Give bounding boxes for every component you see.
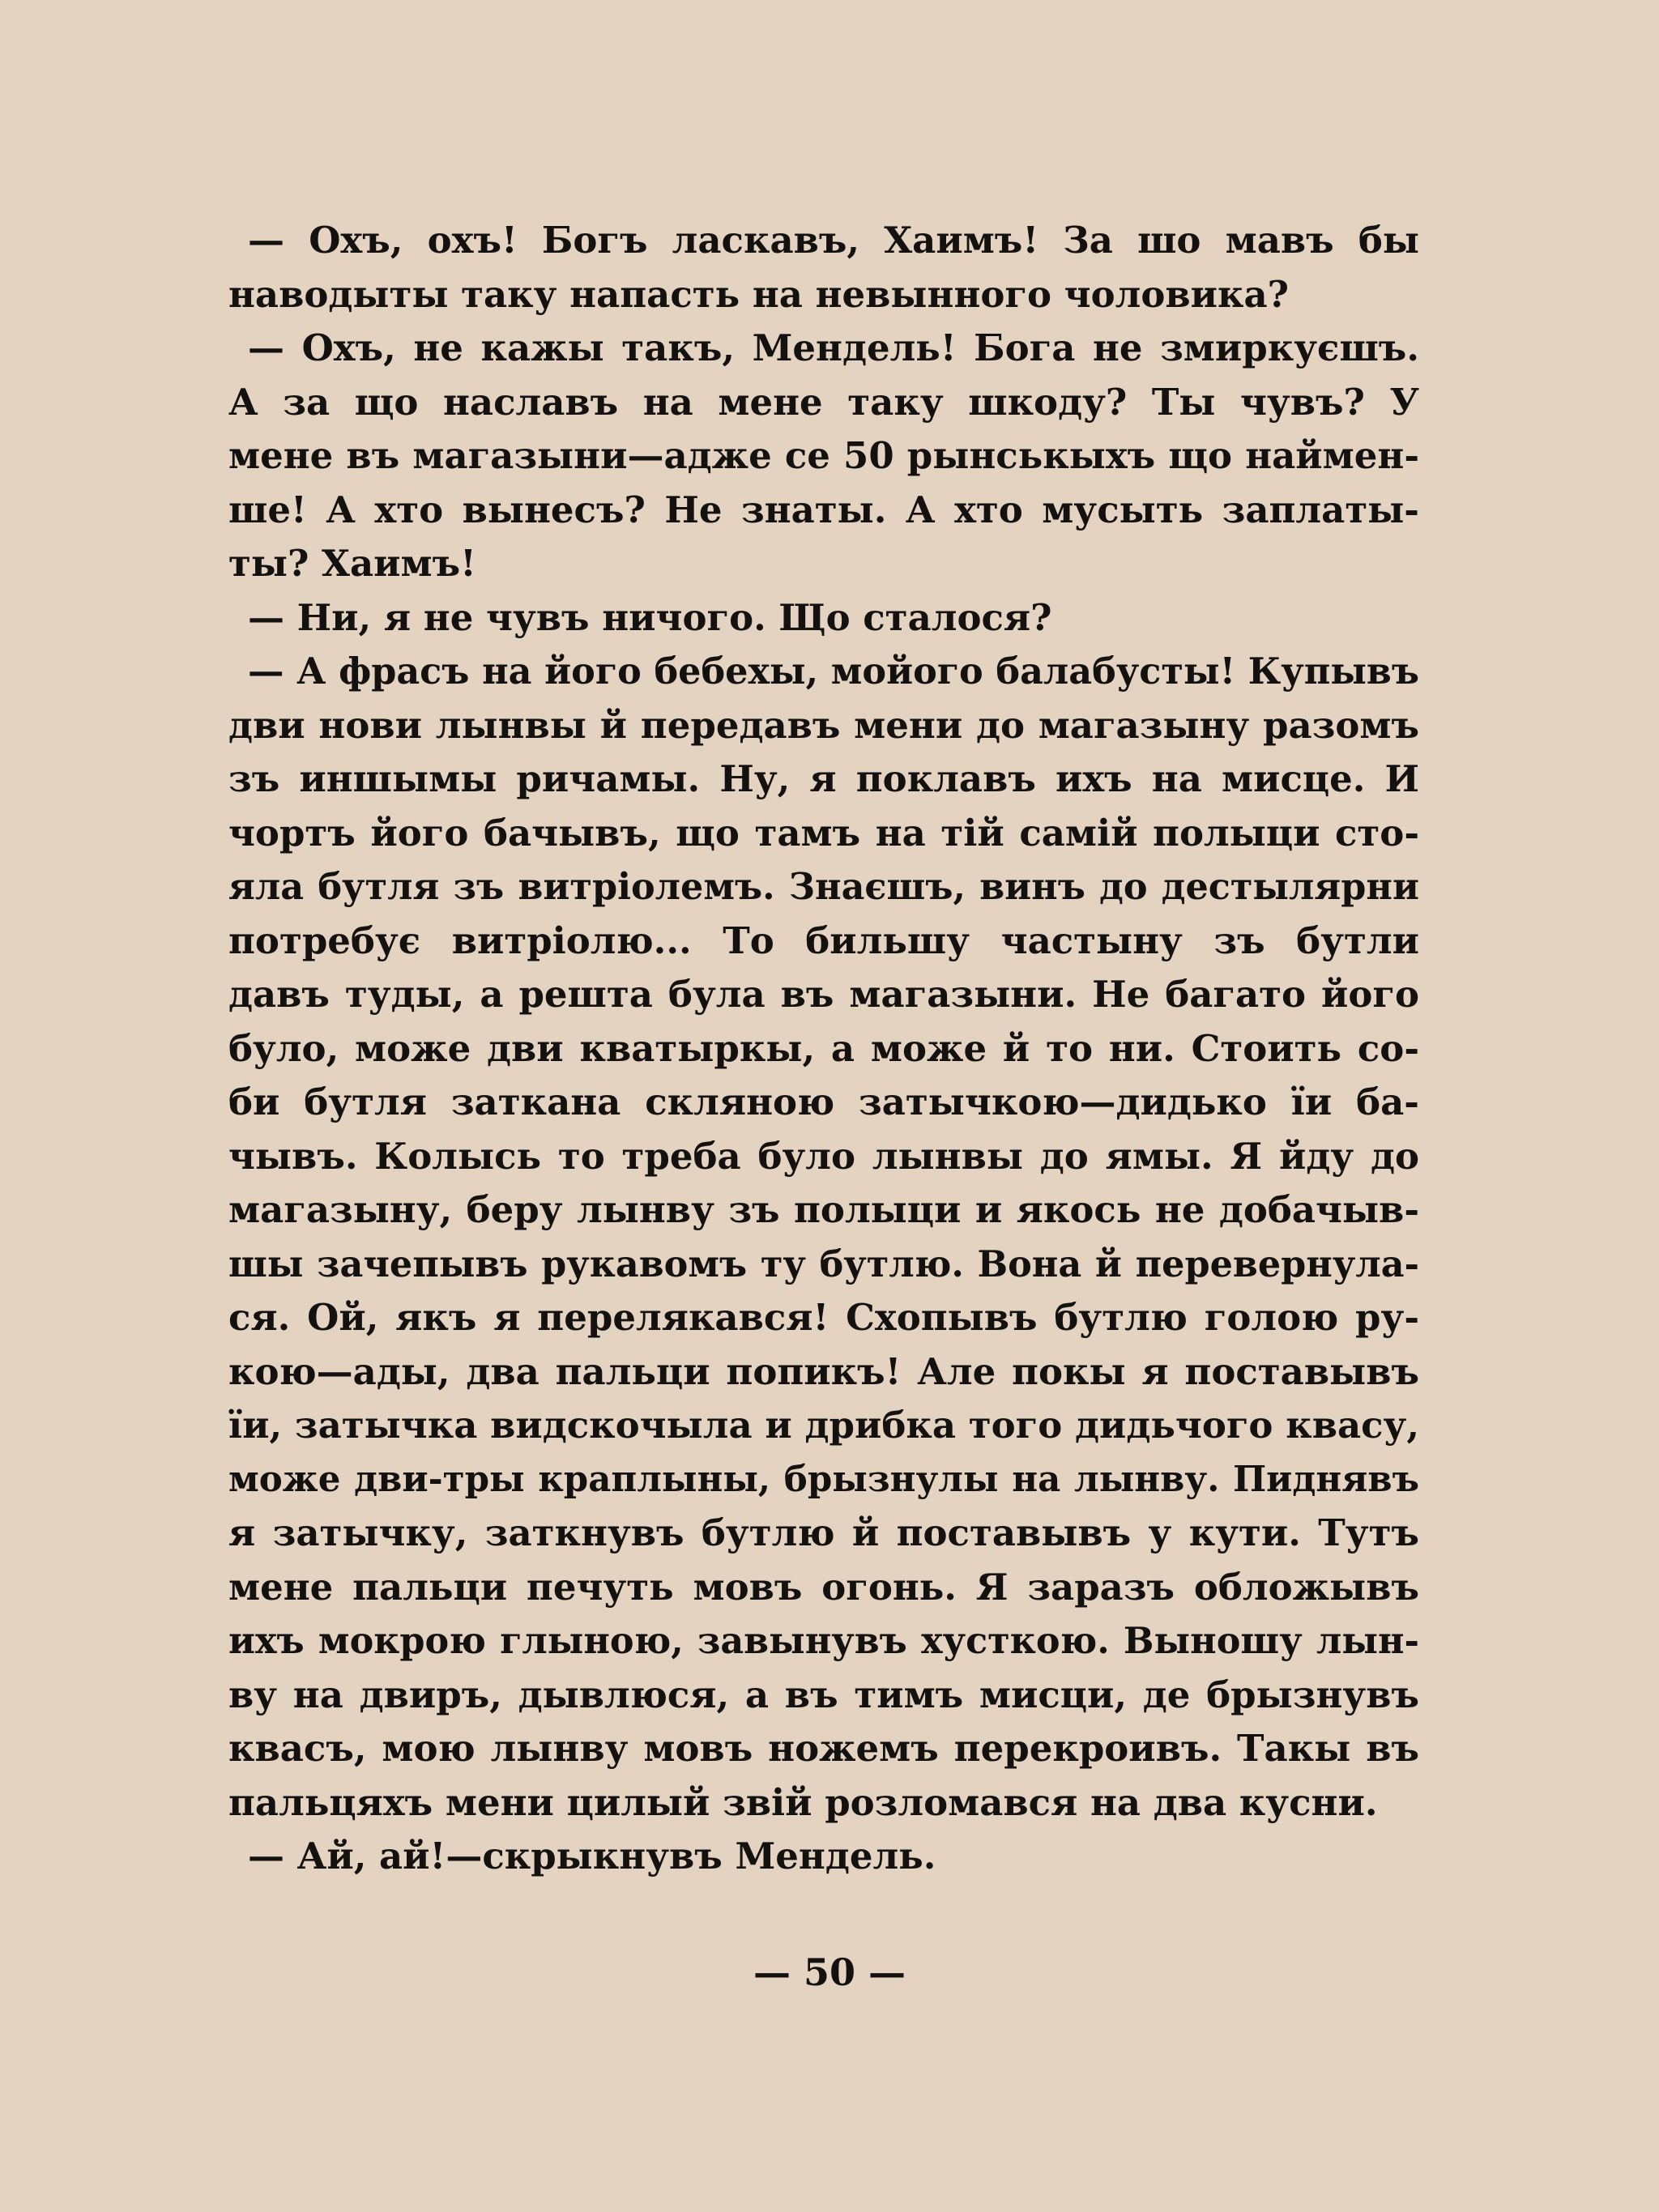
text-line: зъ иншымы ричамы. Ну, я поклавъ ихъ на мисце. И: [228, 757, 1419, 800]
text-line: давъ туды, а решта була въ магазыни. Не багато його: [228, 973, 1419, 1016]
text-line: квасъ, мою лынву мовъ ножемъ перекроивъ. Такы въ: [228, 1727, 1419, 1770]
text-line: шы зачепывъ рукавомъ ту бутлю. Вона й перевернула-: [228, 1242, 1419, 1285]
text-line: мене въ магазыни—адже се 50 рынськыхъ що наймен-: [228, 434, 1419, 477]
text-line: — Охъ, не кажы такъ, Мендель! Бога не змиркуєшъ.: [248, 326, 1419, 369]
text-line: ихъ мокрою глыною, завынувъ хусткою. Выношу лын-: [228, 1620, 1419, 1662]
text-line: А за що наславъ на мене таку шкоду? Ты чувъ? У: [228, 380, 1419, 424]
text-line: би бутля заткана скляною затычкою—дидько їи ба-: [228, 1080, 1419, 1123]
text-line: пальцяхъ мени цилый звій розломався на два кусни.: [228, 1780, 1378, 1824]
text-line: може дви-тры краплыны, брызнулы на лынву. Пиднявъ: [228, 1458, 1419, 1500]
text-line: ся. Ой, якъ я перелякався! Схопывъ бутлю голою ру-: [228, 1296, 1419, 1339]
text-line: — А фрасъ на його бебехы, мойого балабусты! Купывъ: [248, 650, 1419, 693]
text-line: мене пальци печуть мовъ огонь. Я заразъ обложывъ: [228, 1565, 1419, 1609]
text-line: — Ай, ай!—скрыкнувъ Мендель.: [248, 1835, 936, 1877]
text-line: ву на двиръ, дывлюся, а въ тимъ мисци, де брызнувъ: [228, 1673, 1419, 1716]
text-line: ше! А хто вынесъ? Не знаты. А хто мусыть заплаты-: [228, 488, 1419, 531]
text-line: ты? Хаимъ!: [228, 542, 476, 585]
page-number: — 50 —: [753, 1950, 906, 1994]
text-line: наводыты таку напасть на невынного чоловика?: [228, 272, 1290, 316]
text-line: чортъ його бачывъ, що тамъ на тій самій полыци сто-: [228, 811, 1419, 855]
text-line: — Ни, я не чувъ ничого. Що сталося?: [248, 595, 1052, 639]
text-line: їи, затычка видскочыла и дрибка того дидьчого квасу,: [228, 1404, 1419, 1447]
text-line: чывъ. Колысь то треба було лынвы до ямы. Я йду до: [228, 1134, 1419, 1178]
text-line: було, може дви кватыркы, а може й то ни. Стоить со-: [228, 1026, 1419, 1070]
text-line: дви нови лынвы й передавъ мени до магазыну разомъ: [228, 703, 1419, 747]
text-line: яла бутля зъ витріолемъ. Знаєшъ, винъ до дестылярни: [228, 866, 1419, 908]
text-line: я затычку, заткнувъ бутлю й поставывъ у кути. Тутъ: [228, 1511, 1419, 1554]
text-line: кою—ады, два пальци попикъ! Але покы я поставывъ: [228, 1349, 1419, 1393]
text-line: магазыну, беру лынву зъ полыци и якось не добачыв-: [228, 1188, 1419, 1231]
text-line: потребує витріолю... То бильшу частыну зъ бутли: [228, 918, 1419, 962]
text-line: — Охъ, охъ! Богъ ласкавъ, Хаимъ! За шо мавъ бы: [248, 219, 1419, 262]
body-text: [228, 214, 1419, 1884]
